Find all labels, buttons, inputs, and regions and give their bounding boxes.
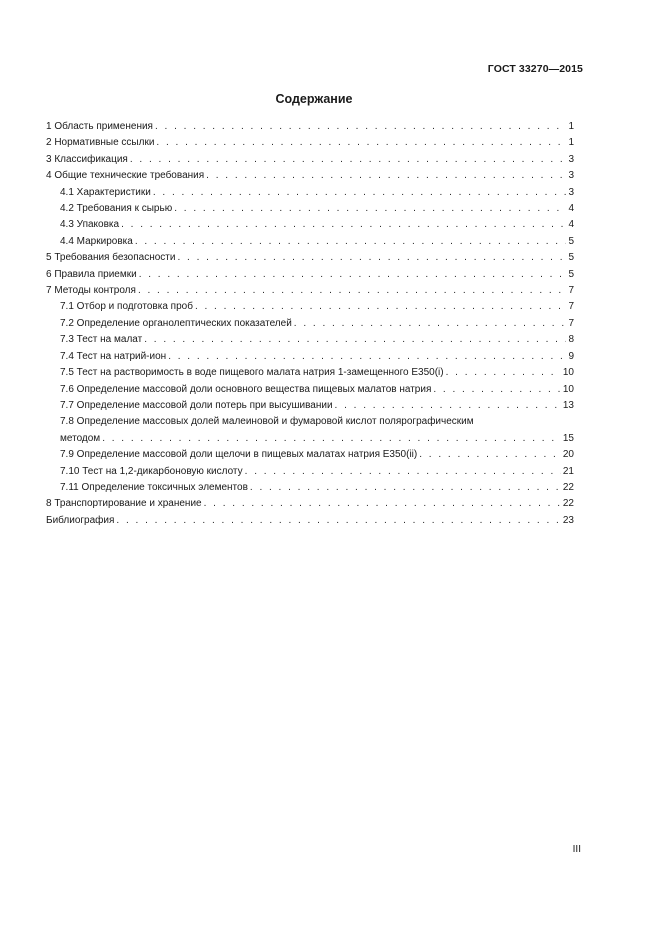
toc-label: 7.8 Определение массовых долей малеиновой и фумаровой кислот полярографическим [60,416,474,428]
toc-entry-4-2[interactable] [46,201,574,217]
leader-dots [155,119,566,135]
toc-label: методом [60,432,101,444]
toc-page: 8 [568,334,574,346]
leader-dots [250,480,561,496]
leader-dots [130,152,567,168]
toc-page: 3 [568,170,574,182]
toc-label: 4.1 Характеристики [60,186,151,198]
toc-page: 5 [568,235,574,247]
toc-page: 4 [568,203,574,215]
toc-entry-7-9[interactable] [46,447,574,463]
toc-entry-6[interactable] [46,267,574,283]
leader-dots [153,185,567,201]
leader-dots [116,513,560,529]
toc-page: 13 [562,399,574,411]
toc-label: 7.3 Тест на малат [60,334,143,346]
toc-label: 7.5 Тест на растворимость в воде пищевого малата натрия 1-замещенного Е350(i) [60,367,444,379]
toc-entry-4[interactable] [46,168,574,184]
document-code: ГОСТ 33270—2015 [487,63,583,75]
toc-label: 7.6 Определение массовой доли основного вещества пищевых малатов натрия [60,383,432,395]
toc-page: 3 [568,153,574,165]
toc-entry-7-6[interactable] [46,382,574,398]
toc-label: 7.9 Определение массовой доли щелочи в пищевых малатах натрия Е350(ii) [60,449,418,461]
toc-page: 5 [568,252,574,264]
leader-dots [144,332,566,348]
leader-dots [156,135,566,151]
toc-page: 4 [568,219,574,231]
toc-entry-7-3[interactable] [46,332,574,348]
toc-entry-7-8[interactable] [46,431,574,447]
leader-dots [168,349,566,365]
leader-dots [204,496,561,512]
leader-dots [245,464,561,480]
toc-entry-4-4[interactable] [46,234,574,250]
toc-label: 4 Общие технические требования [46,170,205,182]
toc-entry-4-3[interactable] [46,217,574,233]
toc-page: 7 [568,317,574,329]
toc-label: 7.1 Отбор и подготовка проб [60,301,193,313]
toc-page: 1 [568,137,574,149]
leader-dots [102,431,561,447]
leader-dots [139,267,567,283]
toc-entry-7-7[interactable] [46,398,574,414]
toc-entry-3[interactable] [46,152,574,168]
toc-entry-7-4[interactable] [46,349,574,365]
toc-label: 5 Требования безопасности [46,252,176,264]
leader-dots [121,217,566,233]
toc-entry-1[interactable] [46,119,574,135]
toc-page: 10 [562,367,574,379]
toc-page: 15 [562,432,574,444]
toc-page: 20 [562,449,574,461]
toc-label: 2 Нормативные ссылки [46,137,155,149]
toc-label: 1 Область применения [46,121,153,132]
toc-entry-4-1[interactable] [46,185,574,201]
leader-dots [206,168,566,184]
toc-label: 7.7 Определение массовой доли потерь при высушивании [60,399,333,411]
toc-label: 8 Транспортирование и хранение [46,498,202,510]
leader-dots [138,283,567,299]
toc-label: 7.2 Определение органолептических показателей [60,317,292,329]
leader-dots [433,382,561,398]
toc-label: 7.11 Определение токсичных элементов [60,481,248,493]
leader-dots [335,398,561,414]
toc-page: 9 [568,350,574,362]
toc-label: 3 Классификация [46,153,128,165]
toc-page: 7 [568,301,574,313]
toc-page: 7 [568,285,574,297]
toc-page: 10 [562,383,574,395]
leader-dots [135,234,567,250]
toc-entry-7-11[interactable] [46,480,574,496]
toc-label: 7.10 Тест на 1,2-дикарбоновую кислоту [60,465,243,477]
toc-page: 22 [562,481,574,493]
toc-label: 6 Правила приемки [46,268,137,280]
page-number: III [572,844,581,855]
toc-page: 21 [562,465,574,477]
toc-entry-2[interactable] [46,135,574,151]
toc-label: 4.2 Требования к сырью [60,203,173,215]
leader-dots [195,299,567,315]
toc-page: 22 [562,498,574,510]
toc-page: 5 [568,268,574,280]
toc-entry-7-10[interactable] [46,464,574,480]
toc-entry-7-8-line1[interactable] [46,414,574,430]
toc-label: Библиография [46,514,115,526]
toc-entry-7-1[interactable] [46,299,574,315]
leader-dots [446,365,561,381]
toc-label: 7.4 Тест на натрий-ион [60,350,167,362]
leader-dots [294,316,567,332]
toc-page: 3 [568,186,574,198]
toc-entry-8[interactable] [46,496,574,512]
toc-page: 1 [568,121,574,132]
leader-dots [419,447,561,463]
leader-dots [174,201,566,217]
toc-entry-5[interactable] [46,250,574,266]
leader-dots [177,250,566,266]
toc-label: 4.3 Упаковка [60,219,120,231]
toc-entry-7-2[interactable] [46,316,574,332]
toc-entry-7[interactable] [46,283,574,299]
toc-label: 7 Методы контроля [46,285,136,297]
toc-page: 23 [562,514,574,526]
toc-title: Содержание [275,92,353,106]
toc-entry-bibliography[interactable] [46,513,574,529]
toc-label: 4.4 Маркировка [60,235,133,247]
table-of-contents [46,119,574,529]
toc-entry-7-5[interactable] [46,365,574,381]
